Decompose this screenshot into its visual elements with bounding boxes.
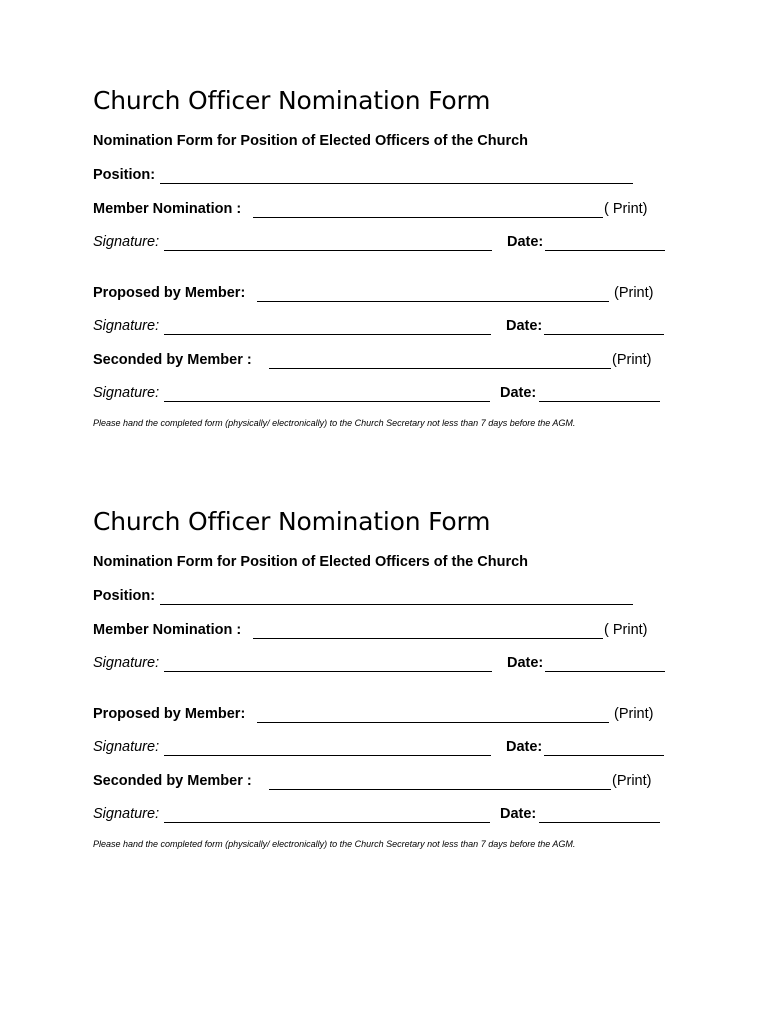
form-subtitle: Nomination Form for Position of Elected Officers of the Church (93, 133, 529, 149)
nominee-signature-field[interactable] (164, 655, 492, 672)
submission-note: Please hand the completed form (physically/ electronically) to the Church Secretary not less than 7 days before the AGM. (93, 839, 576, 849)
nominee-date-field[interactable] (545, 655, 665, 672)
proposed-label: Proposed by Member: (93, 285, 246, 301)
member-print-hint: ( Print) (604, 201, 648, 217)
member-nomination-label: Member Nomination : (93, 622, 242, 638)
signature-label: Signature: (93, 655, 160, 671)
member-nomination-label: Member Nomination : (93, 201, 242, 217)
date-label: Date: (507, 234, 544, 250)
position-label: Position: (93, 167, 156, 183)
seconded-label: Seconded by Member : (93, 352, 252, 368)
seconded-field[interactable] (269, 773, 611, 790)
member-nomination-field[interactable] (253, 201, 603, 218)
signature-label: Signature: (93, 234, 160, 250)
date-label: Date: (500, 806, 537, 822)
seconder-signature-field[interactable] (164, 385, 490, 402)
date-label: Date: (507, 655, 544, 671)
seconder-date-field[interactable] (539, 806, 660, 823)
proposed-print-hint: (Print) (614, 706, 654, 722)
form-title: Church Officer Nomination Form (93, 86, 491, 115)
submission-note: Please hand the completed form (physically/ electronically) to the Church Secretary not less than 7 days before the AGM. (93, 418, 576, 428)
date-label: Date: (500, 385, 537, 401)
member-print-hint: ( Print) (604, 622, 648, 638)
nomination-form-1 (93, 84, 693, 428)
form-title: Church Officer Nomination Form (93, 507, 491, 536)
signature-label: Signature: (93, 318, 160, 334)
proposer-date-field[interactable] (544, 318, 664, 335)
proposed-field[interactable] (257, 706, 609, 723)
position-label: Position: (93, 588, 156, 604)
proposed-print-hint: (Print) (614, 285, 654, 301)
nominee-signature-field[interactable] (164, 234, 492, 251)
signature-label: Signature: (93, 806, 160, 822)
proposed-field[interactable] (257, 285, 609, 302)
seconded-print-hint: (Print) (612, 773, 652, 789)
position-field[interactable] (160, 167, 633, 184)
proposer-signature-field[interactable] (164, 739, 491, 756)
member-nomination-field[interactable] (253, 622, 603, 639)
seconded-print-hint: (Print) (612, 352, 652, 368)
form-subtitle: Nomination Form for Position of Elected Officers of the Church (93, 554, 529, 570)
date-label: Date: (506, 739, 543, 755)
position-field[interactable] (160, 588, 633, 605)
proposer-signature-field[interactable] (164, 318, 491, 335)
seconder-date-field[interactable] (539, 385, 660, 402)
signature-label: Signature: (93, 739, 160, 755)
signature-label: Signature: (93, 385, 160, 401)
seconder-signature-field[interactable] (164, 806, 490, 823)
seconded-field[interactable] (269, 352, 611, 369)
seconded-label: Seconded by Member : (93, 773, 252, 789)
proposed-label: Proposed by Member: (93, 706, 246, 722)
nominee-date-field[interactable] (545, 234, 665, 251)
nomination-form-2 (93, 505, 693, 849)
date-label: Date: (506, 318, 543, 334)
proposer-date-field[interactable] (544, 739, 664, 756)
